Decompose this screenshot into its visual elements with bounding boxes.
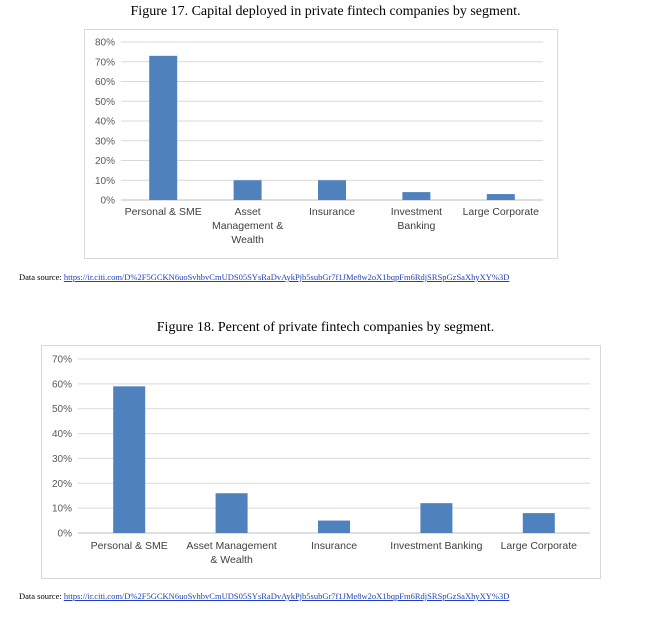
y-tick-label: 0%	[57, 528, 72, 540]
figure-17-source	[19, 272, 509, 282]
bar	[216, 493, 248, 533]
x-tick-label: Personal & SME	[124, 206, 202, 218]
bar	[234, 180, 262, 200]
x-tick-label: Insurance	[308, 206, 356, 218]
x-tick-label: Investment Banking	[390, 540, 483, 552]
y-tick-label: 20%	[94, 156, 115, 167]
y-tick-label: 70%	[94, 57, 115, 69]
bar	[318, 180, 346, 200]
figure-18-source	[19, 591, 509, 601]
source-label: Data source:	[19, 272, 62, 282]
bar	[113, 386, 145, 533]
y-tick-label: 80%	[94, 37, 115, 49]
figure-17-title: Figure 17. Capital deployed in private fintech companies by segment.	[130, 4, 521, 19]
x-tick-label: Insurance	[310, 540, 358, 552]
y-tick-label: 0%	[100, 195, 115, 207]
y-tick-label: 40%	[51, 429, 72, 441]
bar	[149, 56, 177, 200]
y-tick-label: 60%	[51, 379, 72, 391]
y-tick-label: 50%	[51, 404, 72, 416]
y-tick-label: 30%	[94, 136, 115, 148]
figure-17-chart	[84, 29, 558, 259]
bar	[487, 194, 515, 200]
y-tick-label: 70%	[51, 354, 72, 366]
y-tick-label: 10%	[94, 175, 115, 187]
bar	[523, 513, 555, 533]
bar	[318, 521, 350, 533]
y-tick-label: 20%	[51, 478, 72, 490]
source-link[interactable]: https://ir.citi.com/D%2F5GCKN6uoSvhbvCmUDS05SYsRaDvAykPjb5subGr7f1JMe8w2oX1bqpFm6RdjSRSpGzSaXhyXY%3D	[63, 591, 510, 601]
x-tick-label: Asset Management & Wealth	[211, 206, 284, 246]
x-tick-label: Asset Management & Wealth	[186, 540, 277, 566]
y-tick-label: 60%	[94, 77, 115, 88]
bar	[420, 503, 452, 533]
figure-18-title: Figure 18. Percent of private fintech companies by segment.	[156, 320, 495, 335]
figure-18-svg	[42, 346, 600, 578]
y-tick-label: 50%	[94, 96, 115, 108]
y-tick-label: 10%	[51, 503, 72, 515]
source-link[interactable]: https://ir.citi.com/D%2F5GCKN6uoSvhbvCmUDS05SYsRaDvAykPjb5subGr7f1JMe8w2oX1bqpFm6RdjSRSpGzSaXhyXY%3D	[63, 272, 510, 282]
source-label: Data source:	[19, 591, 62, 601]
x-tick-label: Large Corporate	[500, 540, 578, 552]
figure-17-svg	[85, 30, 557, 258]
x-tick-label: Investment Banking	[390, 206, 443, 232]
figure-18-chart	[41, 345, 601, 579]
y-tick-label: 30%	[51, 453, 72, 465]
bar	[402, 192, 430, 200]
x-tick-label: Large Corporate	[462, 206, 540, 218]
y-tick-label: 40%	[94, 116, 115, 128]
x-tick-label: Personal & SME	[90, 540, 168, 552]
